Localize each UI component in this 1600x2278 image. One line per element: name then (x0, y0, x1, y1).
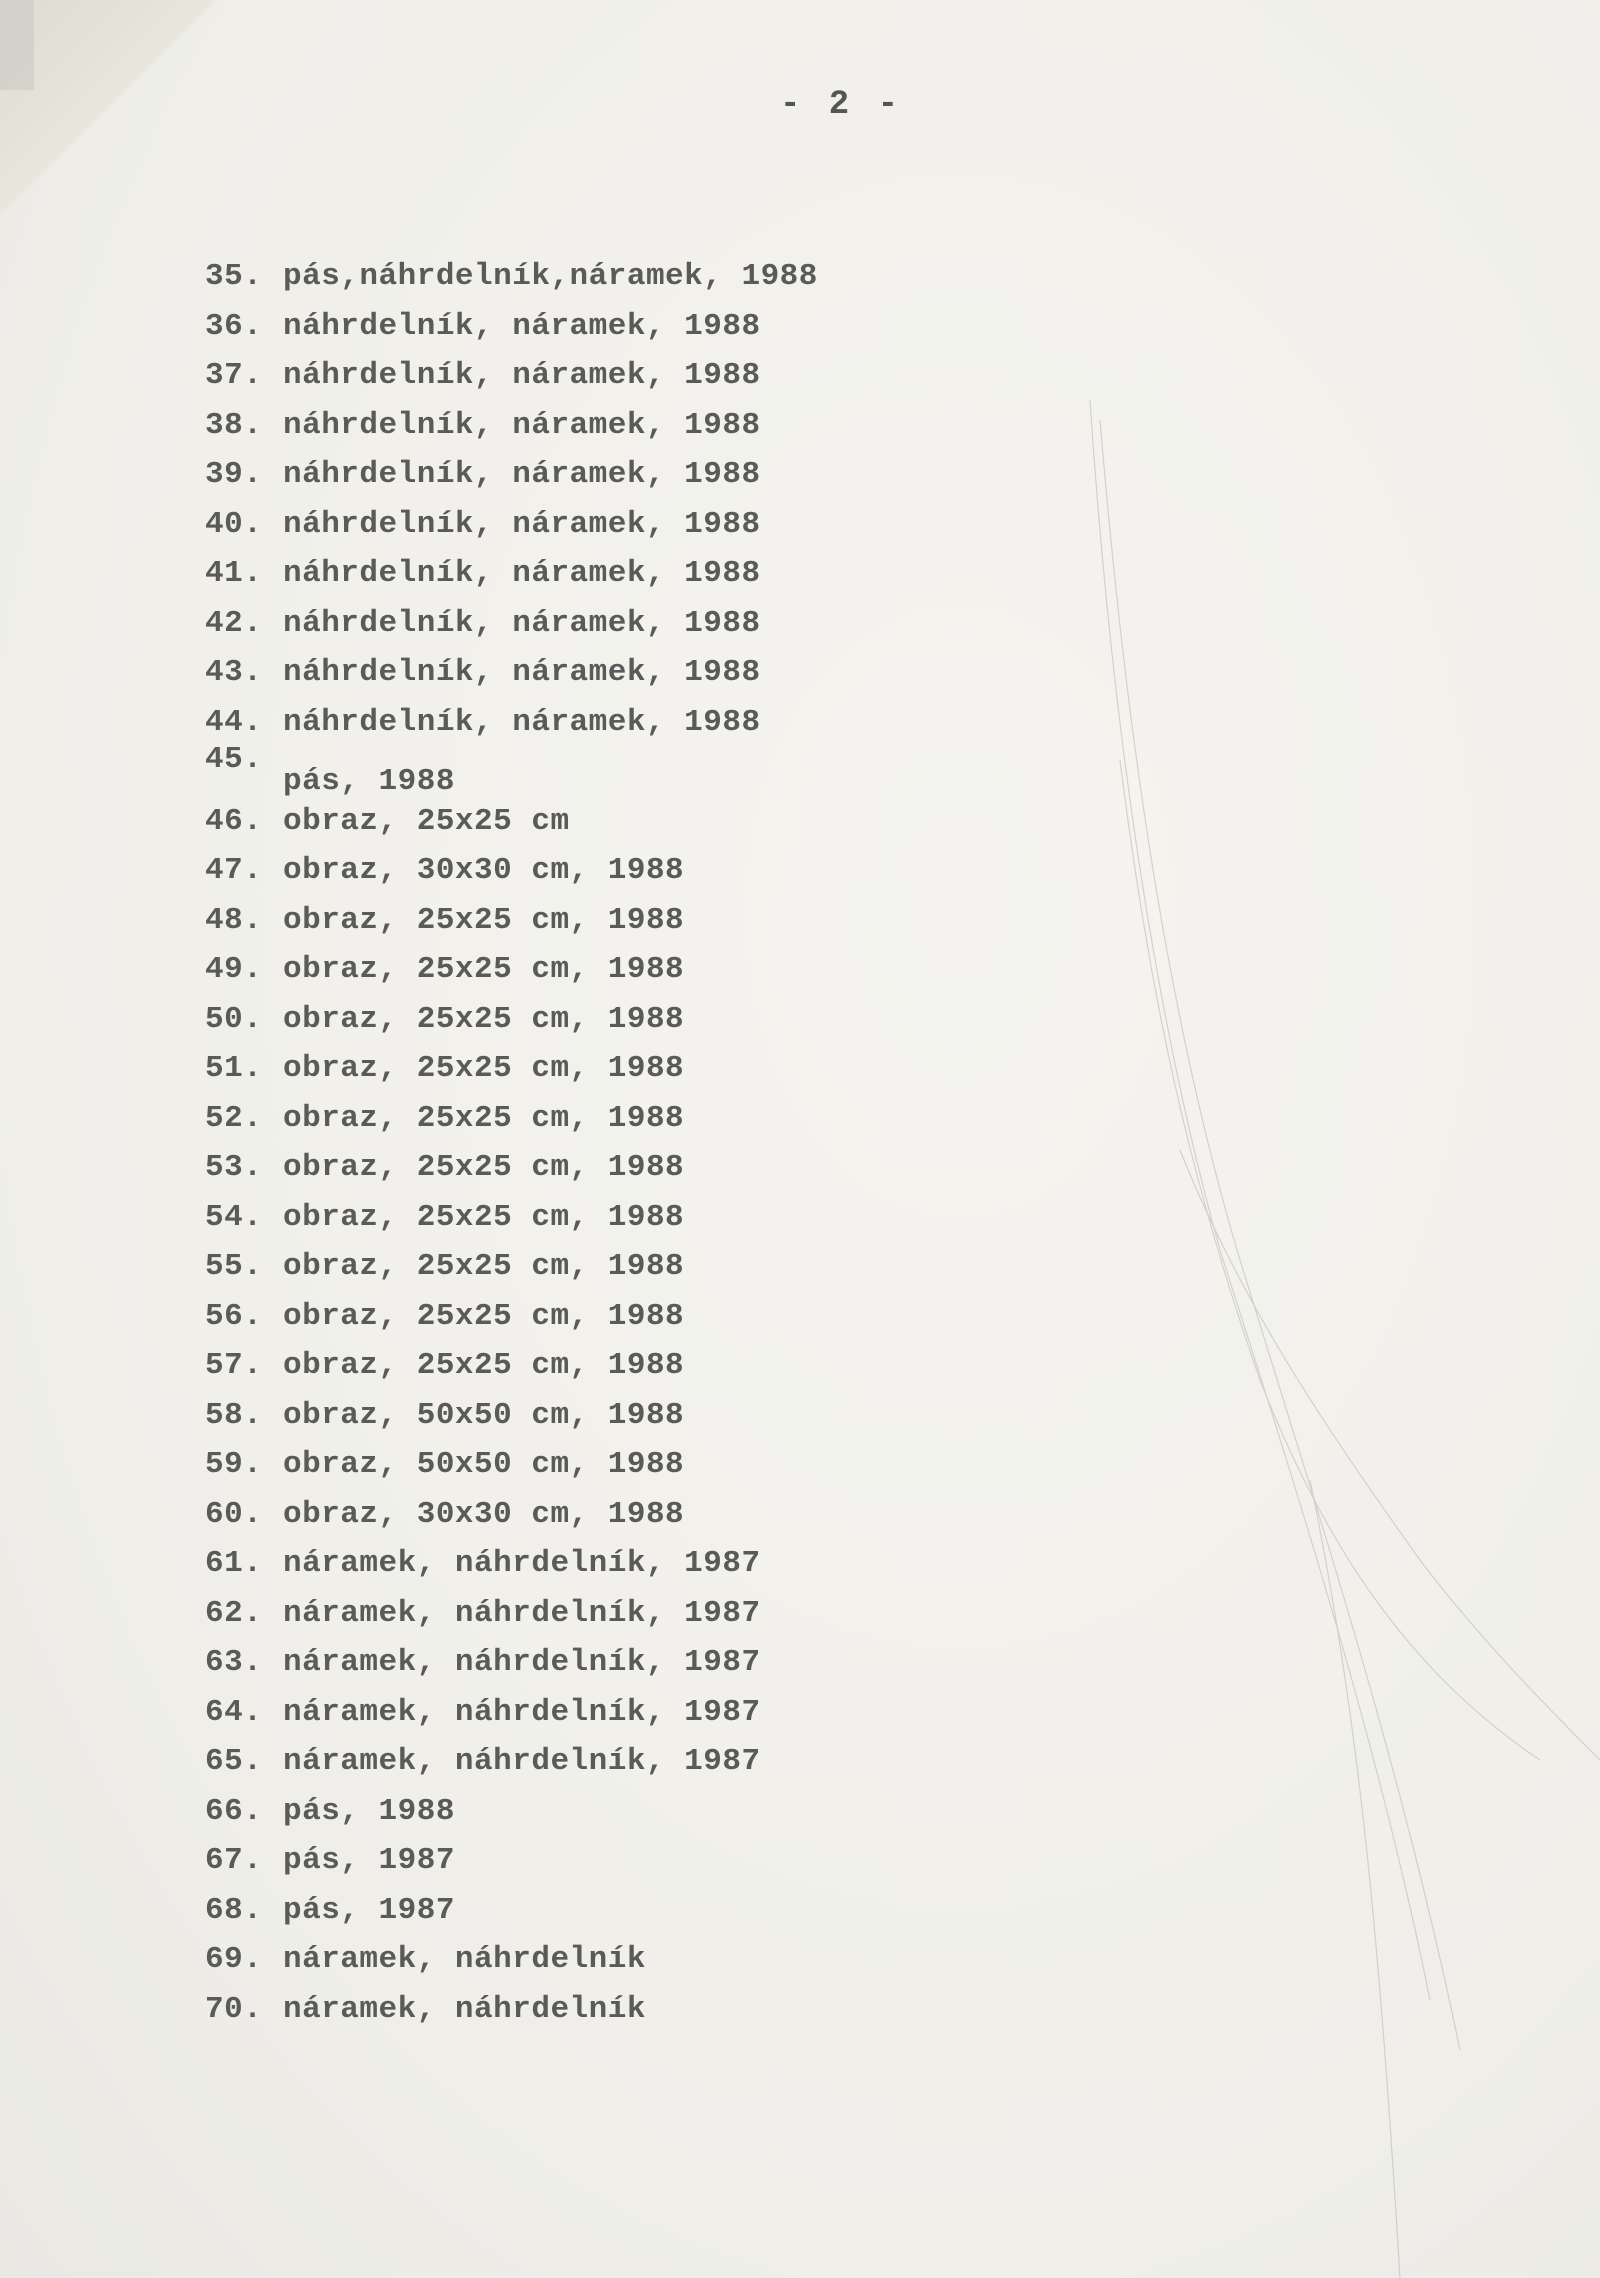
list-item (205, 1935, 818, 1985)
item-number: 58. (205, 1397, 263, 1433)
item-number: 64. (205, 1694, 263, 1730)
list-item (205, 1490, 818, 1540)
list-item (205, 401, 818, 451)
item-number: 45. (205, 742, 263, 777)
list-item (205, 1737, 818, 1787)
list-item (205, 252, 818, 302)
item-description: obraz, 25x25 cm, 1988 (283, 1001, 685, 1037)
item-number: 66. (205, 1793, 263, 1829)
item-description: obraz, 25x25 cm, 1988 (283, 1348, 685, 1383)
item-description: obraz, 50x50 cm, 1988 (283, 1447, 685, 1482)
item-description: náramek, náhrdelník, 1987 (283, 1744, 761, 1779)
item-number: 65. (205, 1744, 263, 1779)
list-item (205, 1292, 818, 1342)
item-description: pás, 1987 (283, 1892, 455, 1928)
list-item (205, 648, 818, 698)
item-number: 50. (205, 1001, 263, 1037)
list-item (205, 797, 818, 847)
item-description: obraz, 50x50 cm, 1988 (283, 1397, 685, 1433)
item-number: 49. (205, 952, 263, 987)
item-description: náhrdelník, náramek, 1988 (283, 556, 761, 591)
list-item (205, 698, 818, 748)
list-item (205, 1638, 818, 1688)
list-item (205, 1985, 818, 2035)
item-description: obraz, 25x25 cm, 1988 (283, 902, 685, 938)
item-number: 43. (205, 655, 263, 690)
list-item (205, 1539, 818, 1589)
item-number: 57. (205, 1348, 263, 1383)
item-description: náramek, náhrdelník, 1987 (283, 1546, 761, 1581)
list-item (205, 945, 818, 995)
item-description: pás, 1987 (283, 1843, 455, 1878)
item-number: 62. (205, 1595, 263, 1631)
item-description: obraz, 25x25 cm (283, 803, 570, 839)
list-item (205, 450, 818, 500)
list-item (205, 1044, 818, 1094)
list-item (205, 1143, 818, 1193)
item-description: náhrdelník, náramek, 1988 (283, 704, 761, 740)
item-description: náhrdelník, náramek, 1988 (283, 358, 761, 393)
item-number: 35. (205, 259, 263, 294)
list-item (205, 1193, 818, 1243)
item-number: 63. (205, 1645, 263, 1680)
list-item (205, 742, 818, 799)
list-item (205, 549, 818, 599)
item-description: náhrdelník, náramek, 1988 (283, 457, 761, 492)
item-number: 70. (205, 1991, 263, 2027)
item-number: 60. (205, 1496, 263, 1532)
item-number: 38. (205, 407, 263, 443)
item-number: 42. (205, 605, 263, 641)
list-item (205, 1094, 818, 1144)
item-number: 48. (205, 902, 263, 938)
item-number: 40. (205, 506, 263, 542)
list-item (205, 846, 818, 896)
item-description: náhrdelník, náramek, 1988 (283, 506, 761, 542)
list-item (205, 896, 818, 946)
item-description: obraz, 25x25 cm, 1988 (283, 1249, 685, 1284)
item-description: pás, 1988 (283, 764, 455, 799)
item-description: náramek, náhrdelník, 1987 (283, 1694, 761, 1730)
item-number: 39. (205, 457, 263, 492)
item-number: 41. (205, 556, 263, 591)
item-description: náramek, náhrdelník (283, 1991, 646, 2027)
page-number: - 2 - (780, 86, 903, 124)
list-item (205, 995, 818, 1045)
item-number: 59. (205, 1447, 263, 1482)
item-description: obraz, 25x25 cm, 1988 (283, 1100, 685, 1136)
item-number: 55. (205, 1249, 263, 1284)
list-item (205, 1688, 818, 1738)
item-number: 47. (205, 853, 263, 888)
item-number: 67. (205, 1843, 263, 1878)
item-description: náramek, náhrdelník (283, 1942, 646, 1977)
item-description: obraz, 25x25 cm, 1988 (283, 1298, 685, 1334)
item-number: 56. (205, 1298, 263, 1334)
item-number: 37. (205, 358, 263, 393)
list-item (205, 1391, 818, 1441)
list-item (205, 1787, 818, 1837)
list-item (205, 500, 818, 550)
item-number: 68. (205, 1892, 263, 1928)
item-number: 52. (205, 1100, 263, 1136)
item-number: 44. (205, 704, 263, 740)
item-description: obraz, 25x25 cm, 1988 (283, 1051, 685, 1086)
item-description: obraz, 30x30 cm, 1988 (283, 1496, 685, 1532)
item-number: 36. (205, 308, 263, 344)
list-item (205, 1341, 818, 1391)
item-number: 69. (205, 1942, 263, 1977)
item-number: 61. (205, 1546, 263, 1581)
item-description: náhrdelník, náramek, 1988 (283, 655, 761, 690)
item-description: náhrdelník, náramek, 1988 (283, 308, 761, 344)
list-item (205, 351, 818, 401)
list-item (205, 302, 818, 352)
list-item (205, 1440, 818, 1490)
item-description: pás,náhrdelník,náramek, 1988 (283, 259, 818, 294)
item-number: 51. (205, 1051, 263, 1086)
inventory-list (205, 252, 818, 2034)
item-description: náhrdelník, náramek, 1988 (283, 407, 761, 443)
item-number: 54. (205, 1199, 263, 1235)
item-description: obraz, 25x25 cm, 1988 (283, 952, 685, 987)
list-item (205, 1242, 818, 1292)
item-description: náhrdelník, náramek, 1988 (283, 605, 761, 641)
list-item (205, 1589, 818, 1639)
item-description: obraz, 25x25 cm, 1988 (283, 1199, 685, 1235)
item-number: 46. (205, 803, 263, 839)
list-item (205, 1836, 818, 1886)
list-item (205, 1886, 818, 1936)
item-description: obraz, 30x30 cm, 1988 (283, 853, 685, 888)
item-description: obraz, 25x25 cm, 1988 (283, 1150, 685, 1185)
item-description: pás, 1988 (283, 1793, 455, 1829)
item-description: náramek, náhrdelník, 1987 (283, 1645, 761, 1680)
list-item (205, 599, 818, 649)
item-description: náramek, náhrdelník, 1987 (283, 1595, 761, 1631)
item-number: 53. (205, 1150, 263, 1185)
